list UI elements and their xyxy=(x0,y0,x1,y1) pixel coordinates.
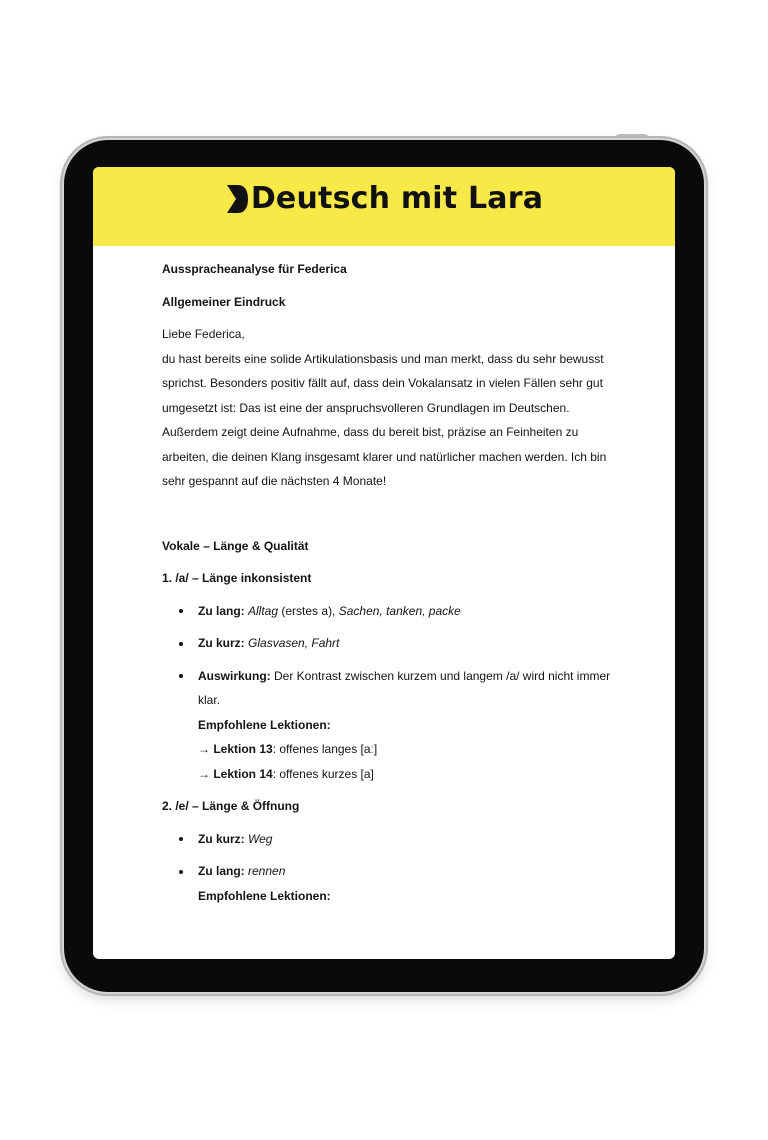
label-too-long: Zu lang: xyxy=(198,864,245,878)
play-d-logo-icon xyxy=(225,183,249,215)
tablet-screen xyxy=(93,167,675,959)
brand-logo xyxy=(93,181,675,220)
item-heading-a: 1. /a/ – Länge inkonsistent xyxy=(162,571,312,585)
arrow-right-icon: → xyxy=(198,742,214,756)
example-word: Alltag xyxy=(248,603,279,618)
lesson-name: Lektion 14 xyxy=(213,766,273,781)
section-heading-vowels: Vokale – Länge & Qualität xyxy=(162,538,309,553)
example-words: Glasvasen, Fahrt xyxy=(248,636,340,650)
effect-text: Der Kontrast zwischen kurzem und langem /a/ wird nicht immer klar. xyxy=(198,668,611,707)
item-heading-e: 2. /e/ – Länge & Öffnung xyxy=(162,799,300,813)
intro-letter xyxy=(162,322,622,494)
arrow-right-icon: → xyxy=(198,766,214,781)
document-body xyxy=(162,257,622,916)
item-a-list xyxy=(162,599,622,787)
logo-text: Deutsch mit Lara xyxy=(250,181,544,216)
lesson-name: Lektion 13 xyxy=(213,742,273,756)
list-item-too-short xyxy=(162,631,622,656)
tablet-top-button xyxy=(616,134,648,138)
brand-header xyxy=(93,167,675,246)
example-words: Sachen, tanken, packe xyxy=(338,603,461,618)
label-too-long: Zu lang: xyxy=(198,603,245,618)
label-too-short: Zu kurz: xyxy=(198,636,245,650)
label-too-short: Zu kurz: xyxy=(198,831,245,846)
list-item-too-long xyxy=(162,859,622,908)
recommended-lessons-label: Empfohlene Lektionen: xyxy=(198,888,331,903)
intro-paragraph: du hast bereits eine solide Artikulationsbasis und man merkt, dass du sehr bewusst sprichst. Besonders positiv fällt auf, dass dein Vokalansatz in vielen Fällen sehr gut umgesetzt ist: Das ist eine der anspruchsvolleren Grundlagen im Deutschen. Außerdem zeigt deine Aufnahme, dass du bereit bist, präzise an Feinheiten zu arbeiten, die deinen Klang insgesamt klarer und natürlicher machen werden. Ich bin sehr gespannt auf die nächsten 4 Monate! xyxy=(162,351,607,488)
lesson-desc: : offenes kurzes [a] xyxy=(272,766,374,781)
item-e-list xyxy=(162,827,622,909)
tablet-volume-down-button xyxy=(704,296,708,360)
example-note: (erstes a), xyxy=(278,603,339,618)
example-words: rennen xyxy=(248,864,286,878)
list-item-too-long xyxy=(162,599,622,624)
lesson-desc: : offenes langes [aː] xyxy=(272,742,378,756)
recommended-lessons-label: Empfohlene Lektionen: xyxy=(198,717,331,732)
list-item-too-short xyxy=(162,827,622,852)
tablet-volume-up-button xyxy=(704,222,708,286)
lesson-line xyxy=(198,762,622,787)
section-heading-general: Allgemeiner Eindruck xyxy=(162,294,286,309)
document-title: Ausspracheanalyse für Federica xyxy=(162,262,347,276)
greeting: Liebe Federica, xyxy=(162,327,245,341)
lesson-line xyxy=(198,737,622,762)
example-words: Weg xyxy=(248,831,273,846)
list-item-effect xyxy=(162,664,622,787)
label-effect: Auswirkung: xyxy=(198,668,271,683)
